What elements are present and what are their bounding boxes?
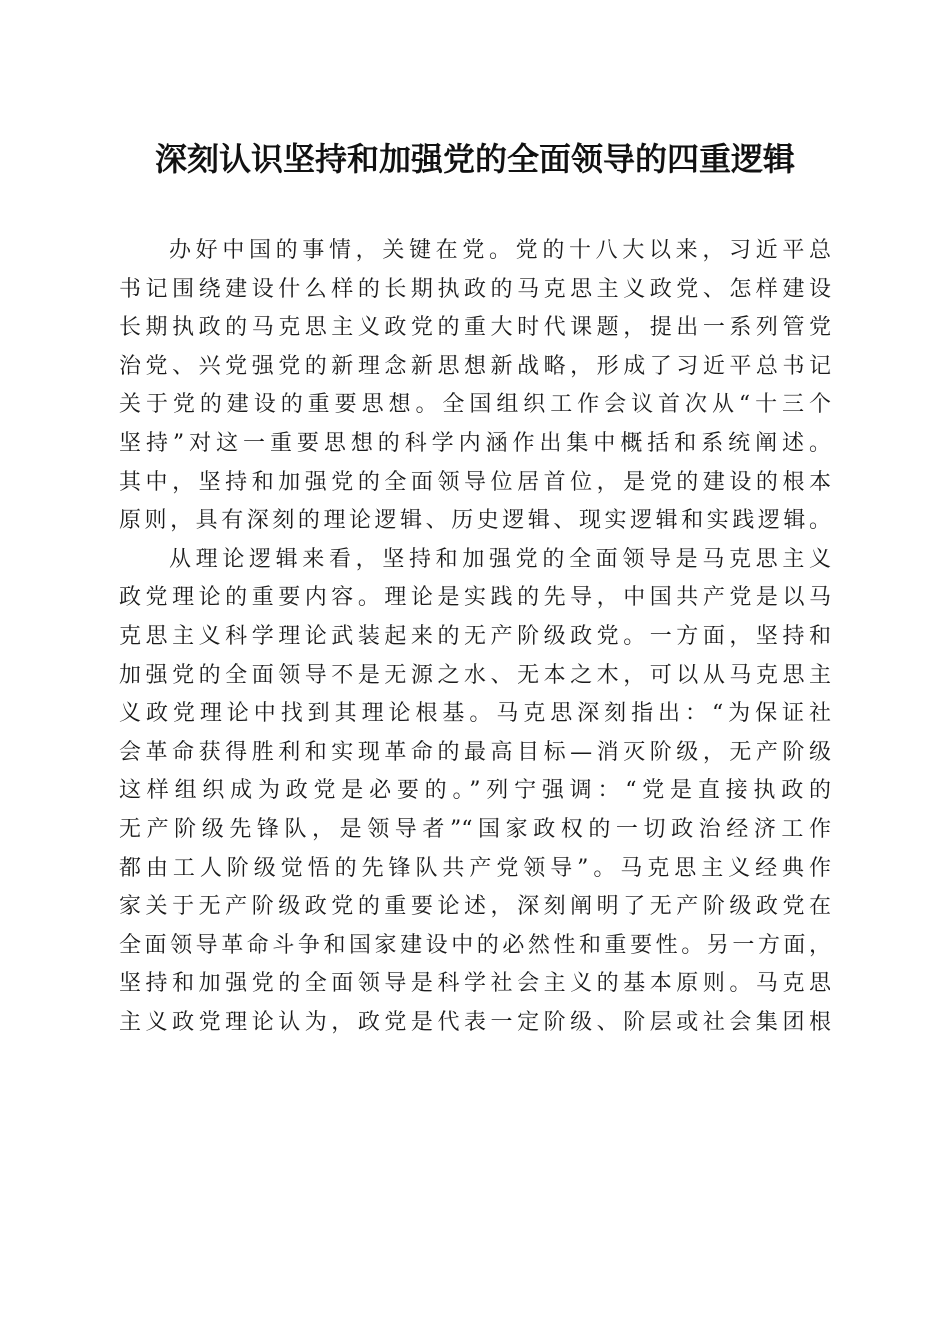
paragraph-line: 政党理论的重要内容。理论是实践的先导，中国共产党是以马 — [119, 585, 831, 611]
paragraph-line: 长期执政的马克思主义政党的重大时代课题，提出一系列管党 — [119, 315, 831, 341]
paragraph-line: 克思主义科学理论武装起来的无产阶级政党。一方面，坚持和 — [119, 623, 831, 649]
paragraph-line: 主义政党理论认为，政党是代表一定阶级、阶层或社会集团根 — [119, 1009, 831, 1035]
paragraph-line: 治党、兴党强党的新理念新思想新战略，形成了习近平总书记 — [119, 353, 831, 379]
paragraph-line: 加强党的全面领导不是无源之水、无本之木，可以从马克思主 — [119, 662, 831, 688]
paragraph-line: 会革命获得胜利和实现革命的最高目标—消灭阶级，无产阶级 — [119, 739, 831, 765]
paragraph-line: 家关于无产阶级政党的重要论述，深刻阐明了无产阶级政党在 — [119, 894, 831, 920]
paragraph-line: 关于党的建设的重要思想。全国组织工作会议首次从“十三个 — [119, 392, 831, 418]
paragraph-line: 这样组织成为政党是必要的。”列宁强调：“党是直接执政的 — [119, 778, 831, 804]
paragraph-line: 坚持”对这一重要思想的科学内涵作出集中概括和系统阐述。 — [119, 430, 831, 456]
document-title: 深刻认识坚持和加强党的全面领导的四重逻辑 — [154, 140, 795, 178]
paragraph-line: 义政党理论中找到其理论根基。马克思深刻指出：“为保证社 — [119, 701, 831, 727]
paragraph-line: 原则，具有深刻的理论逻辑、历史逻辑、现实逻辑和实践逻辑。 — [119, 508, 831, 534]
paragraph-line: 书记围绕建设什么样的长期执政的马克思主义政党、怎样建设 — [119, 276, 831, 302]
paragraph-line: 办好中国的事情，关键在党。党的十八大以来，习近平总 — [169, 238, 831, 263]
paragraph-line: 其中，坚持和加强党的全面领导位居首位，是党的建设的根本 — [119, 469, 831, 495]
paragraph-line: 从理论逻辑来看，坚持和加强党的全面领导是马克思主义 — [169, 546, 831, 572]
paragraph-line: 都由工人阶级觉悟的先锋队共产党领导”。马克思主义经典作 — [119, 855, 831, 881]
paragraph-line: 无产阶级先锋队，是领导者”“国家政权的一切政治经济工作 — [119, 816, 831, 842]
document-body — [119, 232, 831, 1042]
paragraph-line: 全面领导革命斗争和国家建设中的必然性和重要性。另一方面， — [119, 932, 831, 958]
paragraph-line: 坚持和加强党的全面领导是科学社会主义的基本原则。马克思 — [119, 971, 831, 997]
